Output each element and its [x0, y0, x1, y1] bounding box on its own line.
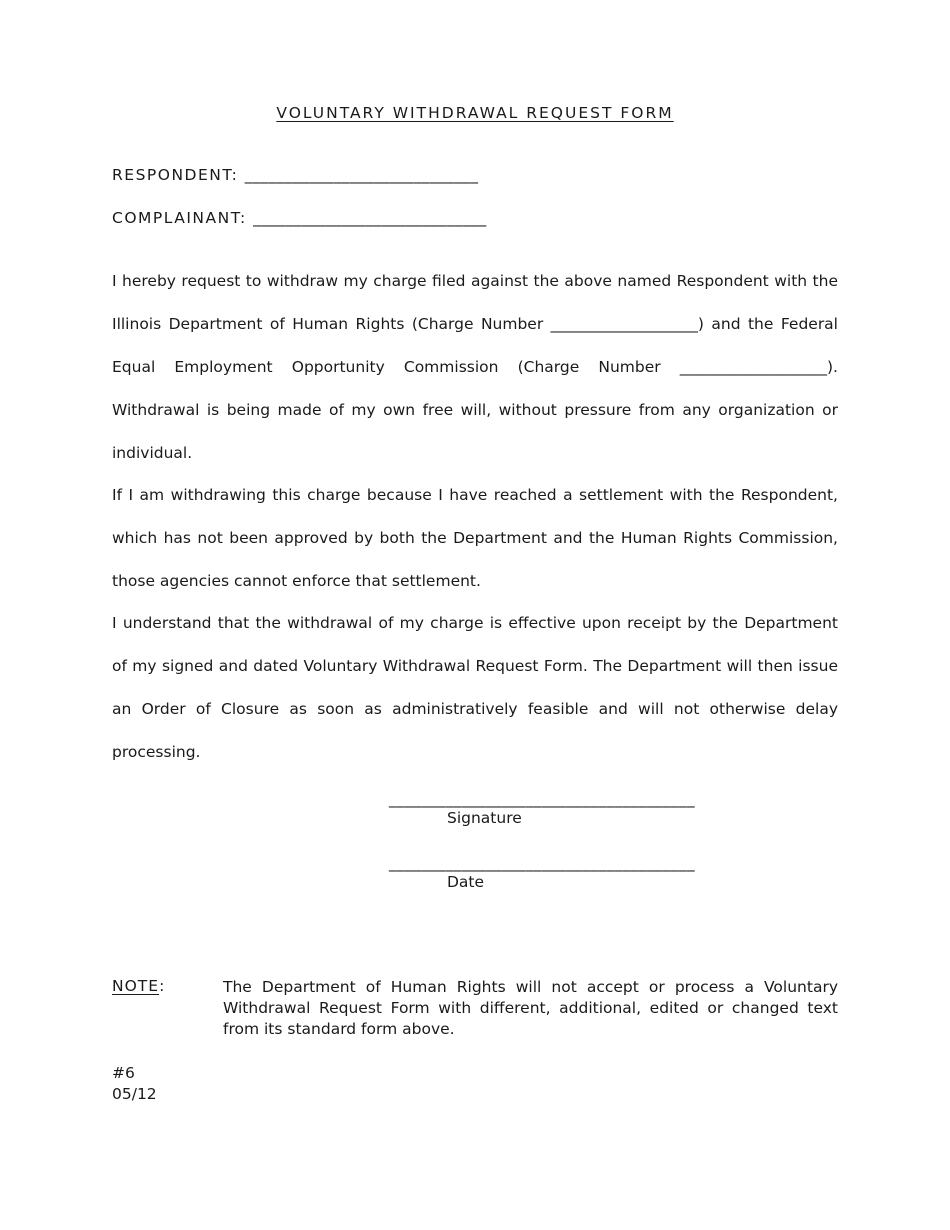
form-number: #6 [112, 1064, 135, 1082]
paragraph-2-text: If I am withdrawing this charge because I have reached a settlement with the Respondent, which has not been approved by both the Department and the Human Rights Commission, those agencies cannot enforce that settlement. [112, 486, 838, 590]
signature-line: ______________________________________ [389, 790, 695, 808]
paragraph-1-text: I hereby request to withdraw my charge filed against the above named Respondent with the Illinois Department of Human Rights (Charge Number ___________________) and the Federal Equal Employment Opportunity Commission (Charge Number ___________________). Withdrawal is being made of my own free will, without pressure from any organization or individual. [112, 272, 838, 462]
paragraph-withdrawal-request [112, 260, 838, 475]
note-label-text: NOTE [112, 977, 160, 995]
respondent-blank: _____________________________ [244, 166, 479, 184]
date-line: ______________________________________ [389, 854, 695, 872]
date-block [389, 854, 759, 892]
form-title: VOLUNTARY WITHDRAWAL REQUEST FORM [276, 104, 674, 122]
form-revision-date: 05/12 [112, 1085, 157, 1103]
form-footer [112, 1063, 157, 1105]
date-label: Date [447, 873, 485, 891]
complainant-label: COMPLAINANT: [112, 209, 247, 227]
respondent-label: RESPONDENT: [112, 166, 239, 184]
respondent-line [112, 166, 478, 184]
complainant-blank: _____________________________ [253, 209, 487, 227]
paragraph-effective-receipt [112, 602, 838, 774]
note-label [112, 977, 165, 995]
signature-block [389, 790, 759, 828]
note-colon: : [159, 977, 166, 995]
signature-label: Signature [447, 809, 522, 827]
complainant-line [112, 209, 487, 227]
note-section [112, 977, 838, 1040]
paragraph-settlement [112, 474, 838, 603]
paragraph-3-text: I understand that the withdrawal of my charge is effective upon receipt by the Department of my signed and dated Voluntary Withdrawal Request Form. The Department will then issue an Order of Closure as soon as administratively feasible and will not otherwise delay processing. [112, 614, 838, 761]
note-text: The Department of Human Rights will not accept or process a Voluntary Withdrawal Request Form with different, additional, edited or changed text from its standard form above. [223, 978, 838, 1038]
